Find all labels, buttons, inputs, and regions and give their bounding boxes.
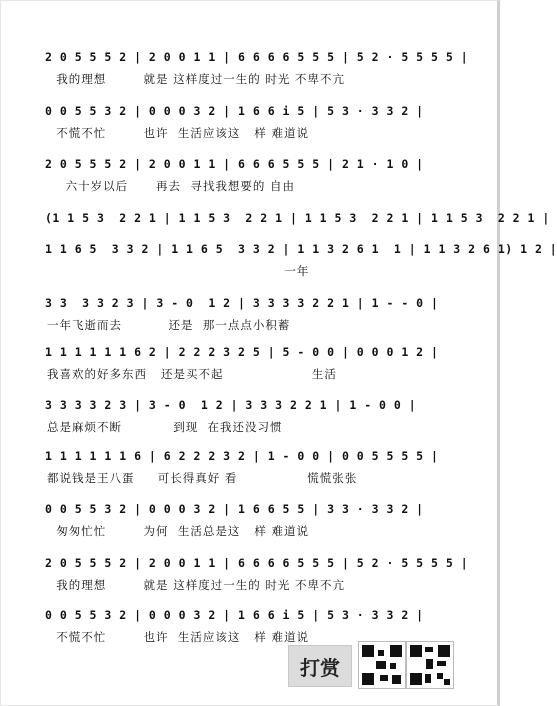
lyrics-line: 匆匆忙忙 为何 生活总是这 样 难道说 xyxy=(47,524,309,538)
notation-line: 2 0 5 5 5 2 | 2 0 0 1 1 | 6 6 6 5 5 5 | 2 1 · 1 0 | xyxy=(45,157,424,171)
lyrics-line: 我喜欢的好多东西 还是买不起 生活 xyxy=(47,367,337,381)
notation-line: 2 0 5 5 5 2 | 2 0 0 1 1 | 6 6 6 6 5 5 5 | 5 2 · 5 5 5 5 | xyxy=(45,50,469,64)
notation-line: 0 0 5 5 3 2 | 0 0 0 3 2 | 1 6 6 i 5 | 5 3 · 3 3 2 | xyxy=(45,608,424,622)
lyrics-line: 一年 xyxy=(47,264,310,278)
reward-label: 打赏 xyxy=(300,655,340,680)
notation-line: (1 1 5 3 2 2 1 | 1 1 5 3 2 2 1 | 1 1 5 3 2 2 1 | 1 1 5 3 2 2 1 | xyxy=(45,211,550,225)
notation-line: 1 1 1 1 1 1 6 2 | 2 2 2 3 2 5 | 5 - 0 0 | 0 0 0 1 2 | xyxy=(45,345,439,359)
notation-line: 0 0 5 5 3 2 | 0 0 0 3 2 | 1 6 6 5 5 | 3 3 · 3 3 2 | xyxy=(45,502,424,516)
qr-code-icon xyxy=(358,641,406,689)
lyrics-line: 不慌不忙 也许 生活应该这 样 难道说 xyxy=(47,630,309,644)
reward-button[interactable] xyxy=(288,645,352,687)
notation-line: 2 0 5 5 5 2 | 2 0 0 1 1 | 6 6 6 6 5 5 5 | 5 2 · 5 5 5 5 | xyxy=(45,556,469,570)
lyrics-line: 一年飞逝而去 还是 那一点点小积蓄 xyxy=(47,318,291,332)
lyrics-line: 总是麻烦不断 到现 在我还没习惯 xyxy=(47,420,283,434)
lyrics-line: 都说钱是王八蛋 可长得真好 看 慌慌张张 xyxy=(47,471,358,485)
notation-line: 3 3 3 3 2 3 | 3 - 0 1 2 | 3 3 3 3 2 2 1 | 1 - - 0 | xyxy=(45,296,439,310)
qr-code-icon xyxy=(406,641,454,689)
lyrics-line: 六十岁以后 再去 寻找我想要的 自由 xyxy=(47,179,296,193)
lyrics-line: 我的理想 就是 这样度过一生的 时光 不卑不亢 xyxy=(47,578,346,592)
lyrics-line: 我的理想 就是 这样度过一生的 时光 不卑不亢 xyxy=(47,72,346,86)
notation-line: 3 3 3 3 2 3 | 3 - 0 1 2 | 3 3 3 2 2 1 | 1 - 0 0 | xyxy=(45,398,417,412)
notation-line: 1 1 1 1 1 1 6 | 6 2 2 2 3 2 | 1 - 0 0 | 0 0 5 5 5 5 | xyxy=(45,449,439,463)
notation-line: 0 0 5 5 3 2 | 0 0 0 3 2 | 1 6 6 i 5 | 5 3 · 3 3 2 | xyxy=(45,104,424,118)
lyrics-line: 不慌不忙 也许 生活应该这 样 难道说 xyxy=(47,126,309,140)
notation-line: 1 1 6 5 3 3 2 | 1 1 6 5 3 3 2 | 1 1 3 2 6 1 1 | 1 1 3 2 6 1) 1 2 | xyxy=(45,242,557,256)
